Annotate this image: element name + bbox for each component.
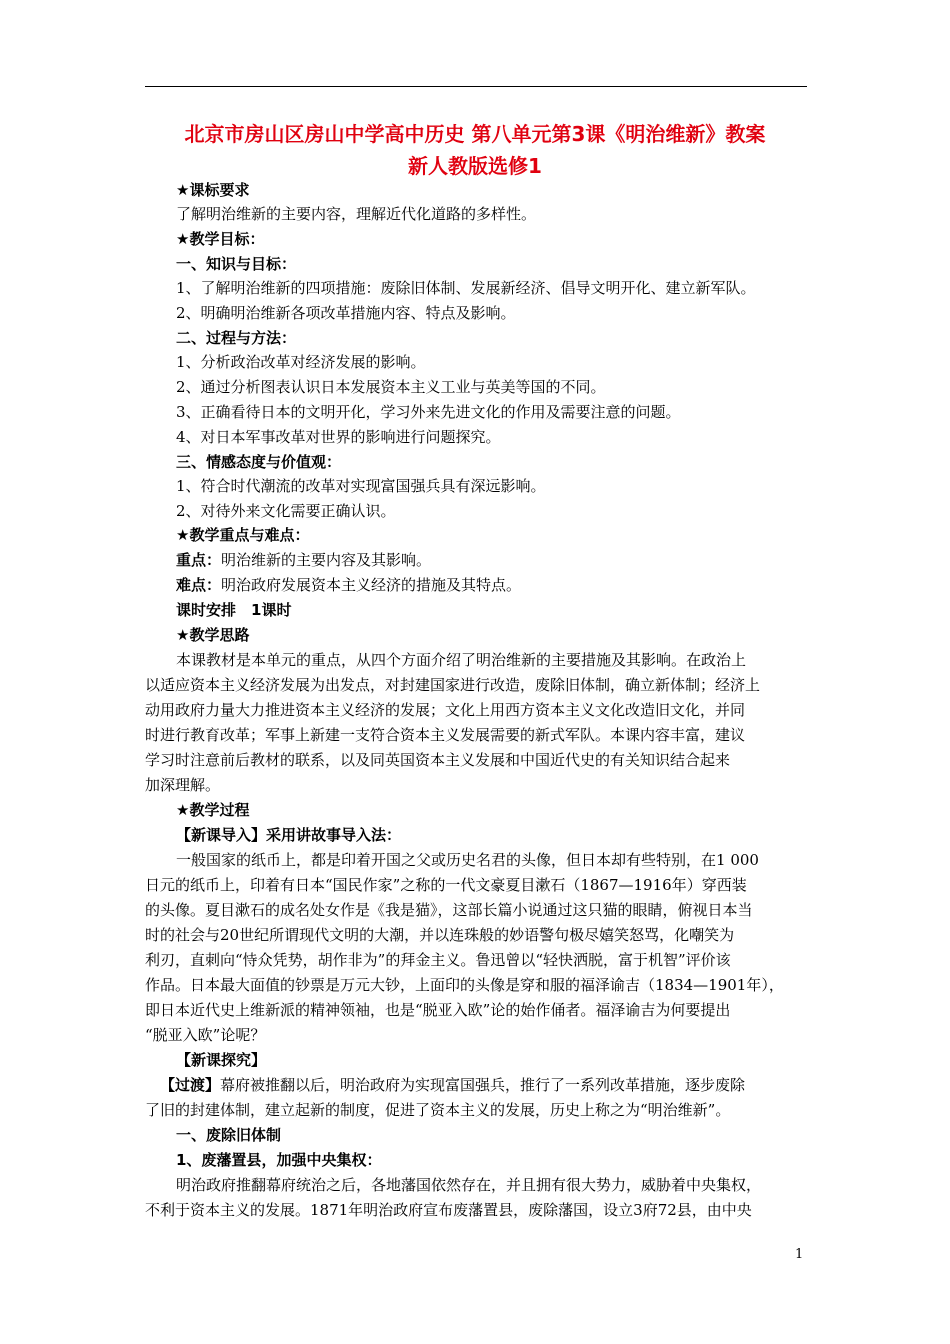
knowledge-heading: 一、知识与目标： <box>176 255 297 273</box>
intro-line: “脱亚入欧”论呢？ <box>145 1026 266 1044</box>
header-rule <box>145 86 807 87</box>
transition-text: 幕府被推翻以后，明治政府为实现富国强兵，推行了一系列改革措施，逐步废除 <box>220 1076 746 1094</box>
list-item: 1、了解明治维新的四项措施：废除旧体制、发展新经济、倡导文明开化、建立新军队。 <box>176 279 756 297</box>
sub1-line: 明治政府推翻幕府统治之后，各地藩国依然存在，并且拥有很大势力，威胁着中央集权， <box>176 1176 762 1194</box>
list-item: 2、通过分析图表认识日本发展资本主义工业与英美等国的不同。 <box>176 378 606 396</box>
focus-line <box>176 548 431 572</box>
process-heading: 二、过程与方法： <box>176 329 297 347</box>
sub1-heading: 1、废藩置县，加强中央集权： <box>176 1151 382 1169</box>
intro-line: 利刃，直刺向“恃众凭势，胡作非为”的拜金主义。鲁迅曾以“轻快洒脱，富于机智”评价该 <box>145 951 731 969</box>
focus-text: 明治维新的主要内容及其影响。 <box>221 551 432 569</box>
transition-line <box>160 1073 745 1097</box>
difficulty-label: 难点： <box>176 576 222 594</box>
goals-heading: ★教学目标： <box>176 230 265 248</box>
approach-line: 加深理解。 <box>145 776 221 794</box>
intro-line: 时的社会与20世纪所谓现代文明的大潮，并以连珠般的妙语警句极尽嬉笑怒骂，化嘲笑为 <box>145 926 735 944</box>
list-item: 1、符合时代潮流的改革对实现富国强兵具有深远影响。 <box>176 477 546 495</box>
approach-line: 本课教材是本单元的重点，从四个方面介绍了明治维新的主要措施及其影响。在政治上 <box>176 651 747 669</box>
key-points-heading: ★教学重点与难点： <box>176 526 310 544</box>
list-item: 3、正确看待日本的文明开化，学习外来先进文化的作用及需要注意的问题。 <box>176 403 681 421</box>
explore-heading: 【新课探究】 <box>176 1051 267 1069</box>
schedule-line: 课时安排 1课时 <box>176 601 292 619</box>
intro-line: 一般国家的纸币上，都是印着开国之父或历史名君的头像，但日本却有些特别，在1 000 <box>176 851 759 869</box>
curriculum-heading: ★课标要求 <box>176 181 250 199</box>
transition-label: 【过渡】 <box>160 1076 221 1094</box>
list-item: 2、对待外来文化需要正确认识。 <box>176 502 396 520</box>
values-heading: 三、情感态度与价值观： <box>176 453 342 471</box>
list-item: 1、分析政治改革对经济发展的影响。 <box>176 353 426 371</box>
intro-line: 即日本近代史上维新派的精神领袖，也是“脱亚入欧”论的始作俑者。福泽谕吉为何要提出 <box>145 1001 731 1019</box>
approach-line: 以适应资本主义经济发展为出发点，对封建国家进行改造，废除旧体制，确立新体制；经济上 <box>145 676 761 694</box>
curriculum-text: 了解明治维新的主要内容，理解近代化道路的多样性。 <box>176 205 537 223</box>
difficulty-line <box>176 573 521 597</box>
intro-line: 作品。日本最大面值的钞票是万元大钞，上面印的头像是穿和服的福泽谕吉（1834—1901年）， <box>145 976 784 994</box>
focus-label: 重点： <box>176 551 222 569</box>
sub1-line: 不利于资本主义的发展。1871年明治政府宣布废藩置县，废除藩国，设立3府72县，由中央 <box>145 1201 752 1219</box>
approach-line: 时进行教育改革；军事上新建一支符合资本主义发展需要的新式军队。本课内容丰富，建议 <box>145 726 746 744</box>
document-subtitle: 新人教版选修1 <box>408 154 542 178</box>
transition-line: 了旧的封建体制，建立起新的制度，促进了资本主义的发展，历史上称之为“明治维新”。 <box>145 1101 731 1119</box>
list-item: 4、对日本军事改革对世界的影响进行问题探究。 <box>176 428 501 446</box>
page-number: 1 <box>795 1247 804 1262</box>
document-title: 北京市房山区房山中学高中历史 第八单元第3课《明治维新》教案 <box>184 122 766 146</box>
approach-heading: ★教学思路 <box>176 626 250 644</box>
list-item: 2、明确明治维新各项改革措施内容、特点及影响。 <box>176 304 516 322</box>
difficulty-text: 明治政府发展资本主义经济的措施及其特点。 <box>221 576 522 594</box>
procedure-heading: ★教学过程 <box>176 801 250 819</box>
intro-line: 日元的纸币上，印着有日本“国民作家”之称的一代文豪夏目漱石（1867—1916年）穿西装 <box>145 876 747 894</box>
part1-heading: 一、废除旧体制 <box>176 1126 282 1144</box>
approach-line: 学习时注意前后教材的联系，以及同英国资本主义发展和中国近代史的有关知识结合起来 <box>145 751 731 769</box>
approach-line: 动用政府力量大力推进资本主义经济的发展；文化上用西方资本主义文化改造旧文化，并同 <box>145 701 746 719</box>
intro-line: 的头像。夏目漱石的成名处女作是《我是猫》，这部长篇小说通过这只猫的眼睛，俯视日本当 <box>145 901 753 919</box>
intro-heading: 【新课导入】采用讲故事导入法： <box>176 826 402 844</box>
